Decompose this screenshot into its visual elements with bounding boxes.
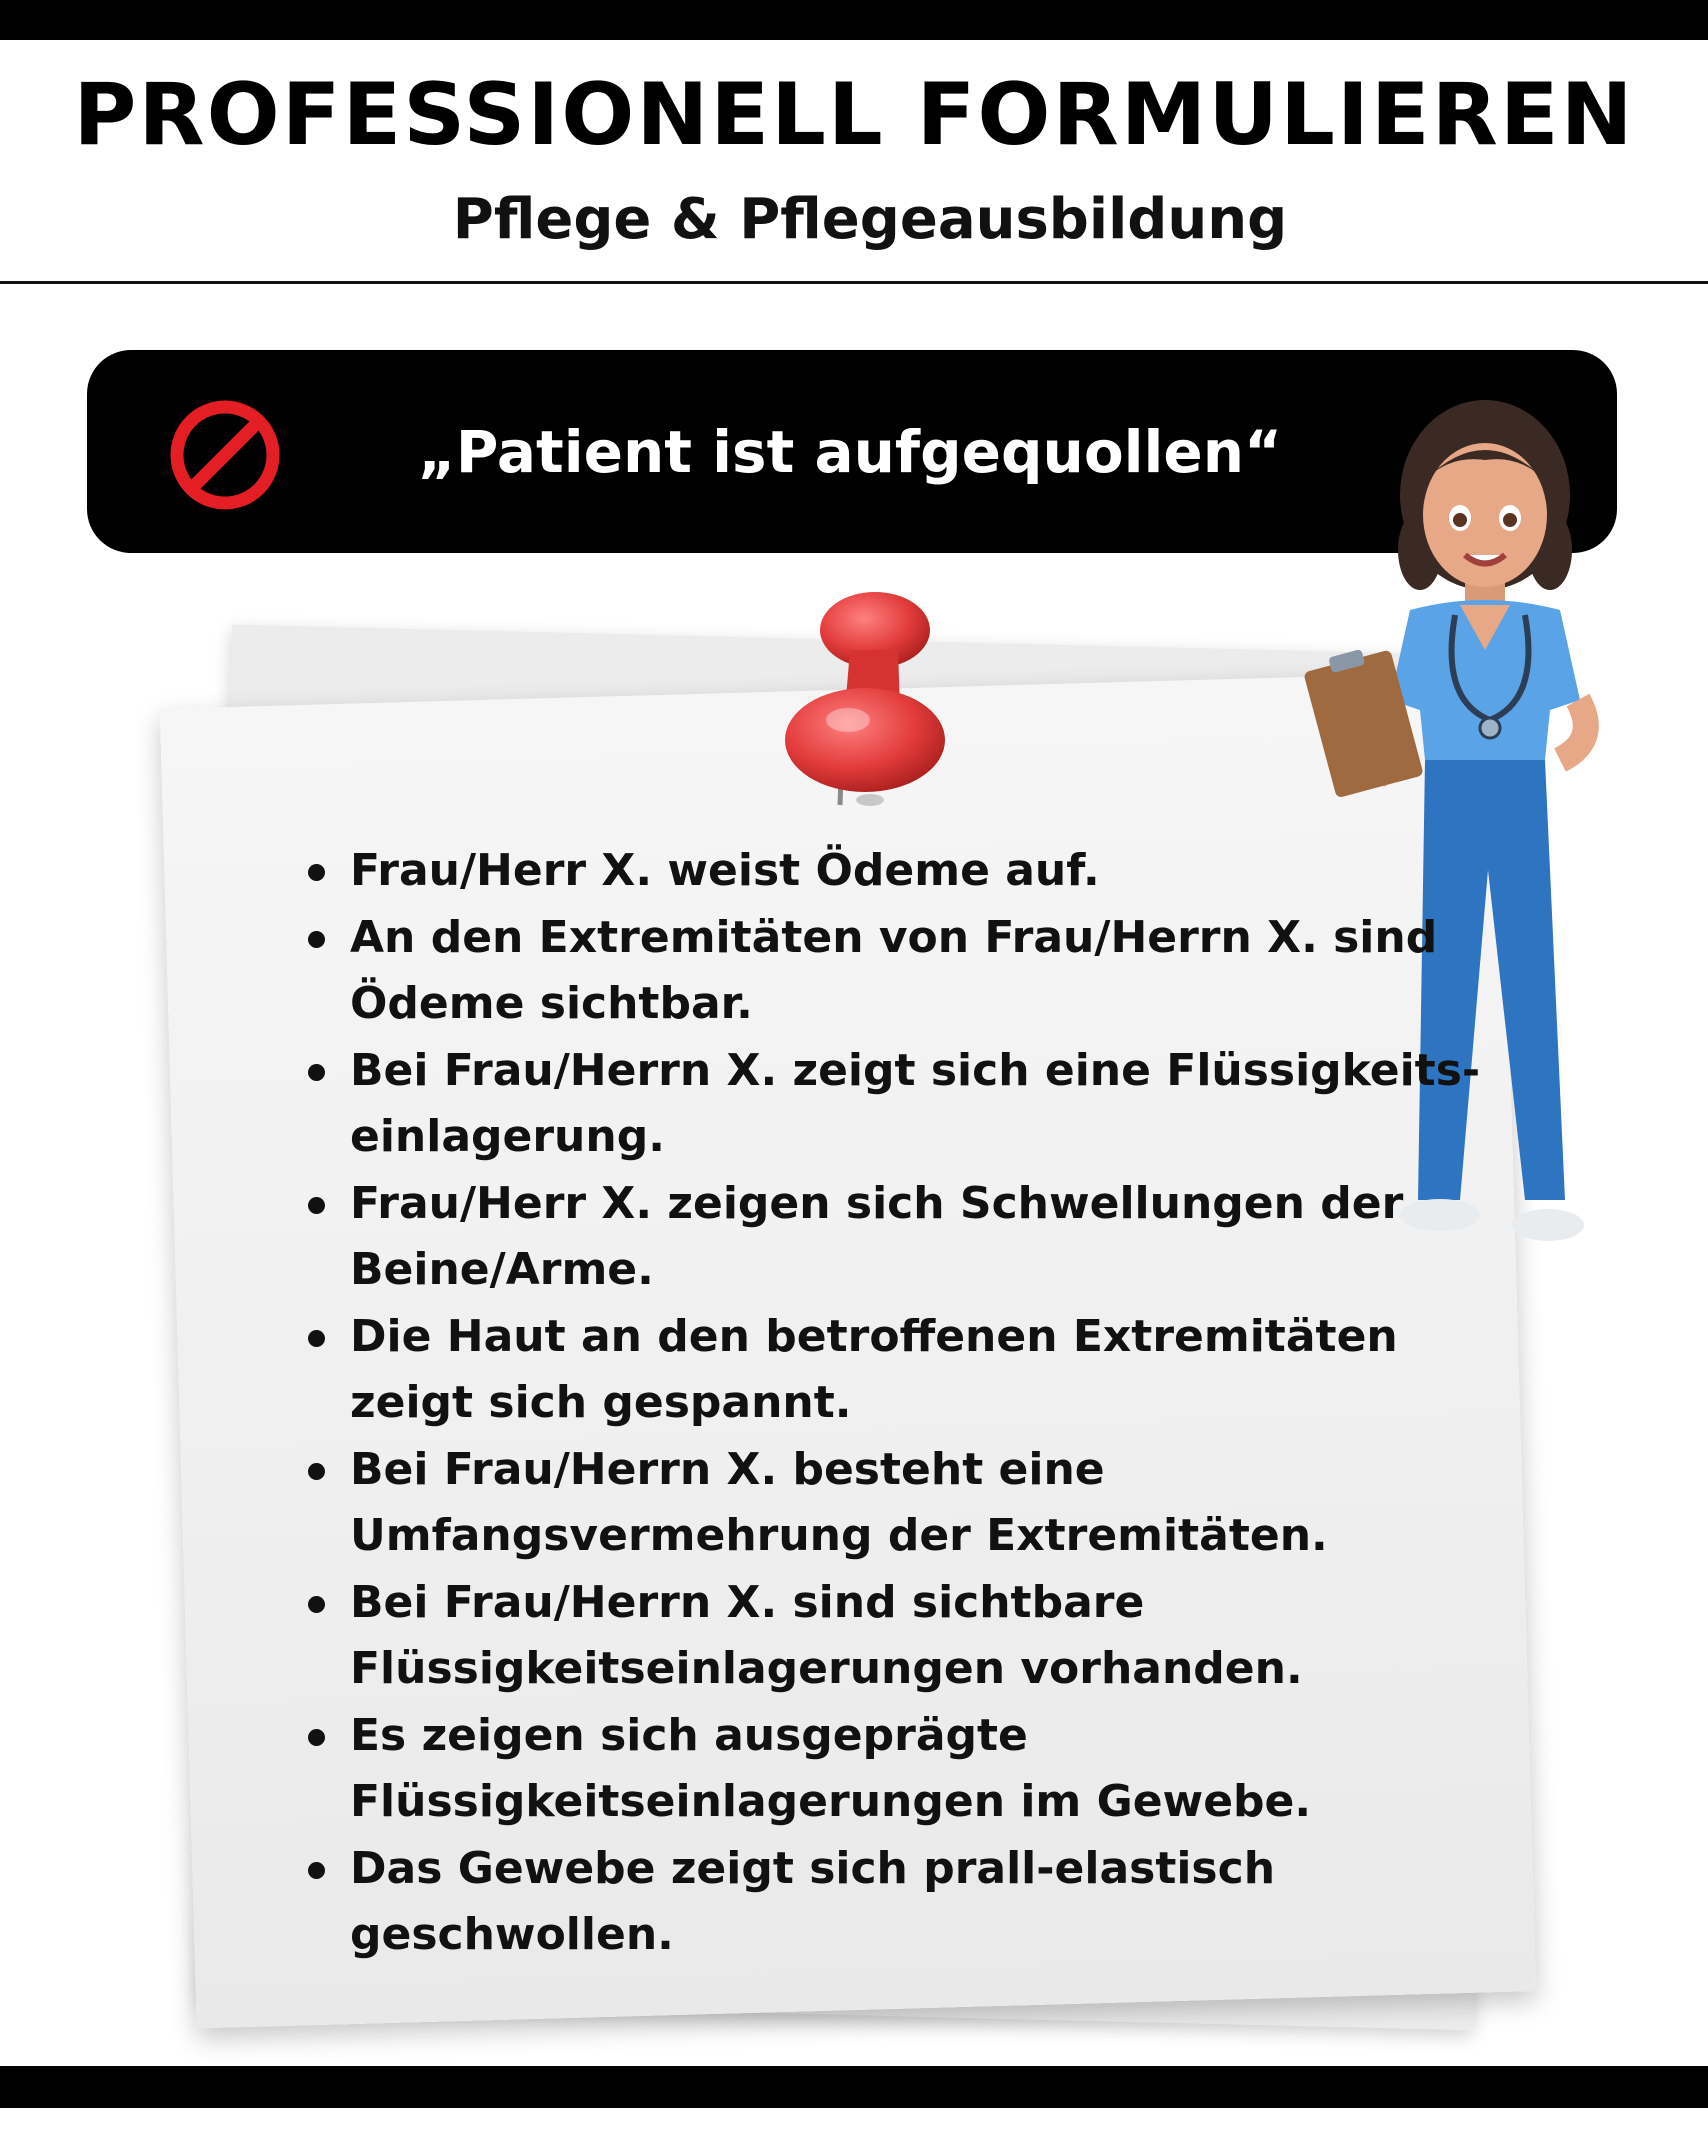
list-item: Bei Frau/Herrn X. zeigt sich eine Flüssigkeits- einlagerung.: [300, 1038, 1500, 1171]
bottom-black-bar: [0, 2066, 1708, 2108]
prohibition-icon: [165, 395, 285, 515]
phrase-list: [300, 838, 1500, 1969]
page-title: PROFESSIONELL FORMULIEREN: [73, 65, 1635, 165]
banner-phrase: „Patient ist aufgequollen“: [417, 417, 1283, 486]
list-item: Frau/Herr X. weist Ödeme auf.: [300, 838, 1500, 905]
list-item: Bei Frau/Herrn X. sind sichtbare Flüssigkeitseinlagerungen vorhanden.: [300, 1570, 1500, 1703]
list-item: Das Gewebe zeigt sich prall-elastisch geschwollen.: [300, 1836, 1500, 1969]
list-item: Bei Frau/Herrn X. besteht eine Umfangsvermehrung der Extremitäten.: [300, 1437, 1500, 1570]
list-item: Frau/Herr X. zeigen sich Schwellungen der Beine/Arme.: [300, 1171, 1500, 1304]
list-item: Die Haut an den betroffenen Extremitäten zeigt sich gespannt.: [300, 1304, 1500, 1437]
page-subtitle: Pflege & Pflegeausbildung: [452, 187, 1288, 252]
list-item: An den Extremitäten von Frau/Herrn X. sind Ödeme sichtbar.: [300, 905, 1500, 1038]
list-item: Es zeigen sich ausgeprägte Flüssigkeitseinlagerungen im Gewebe.: [300, 1703, 1500, 1836]
pushpin-icon: [770, 580, 970, 820]
top-black-bar: [0, 0, 1708, 40]
header-divider: [0, 281, 1708, 284]
